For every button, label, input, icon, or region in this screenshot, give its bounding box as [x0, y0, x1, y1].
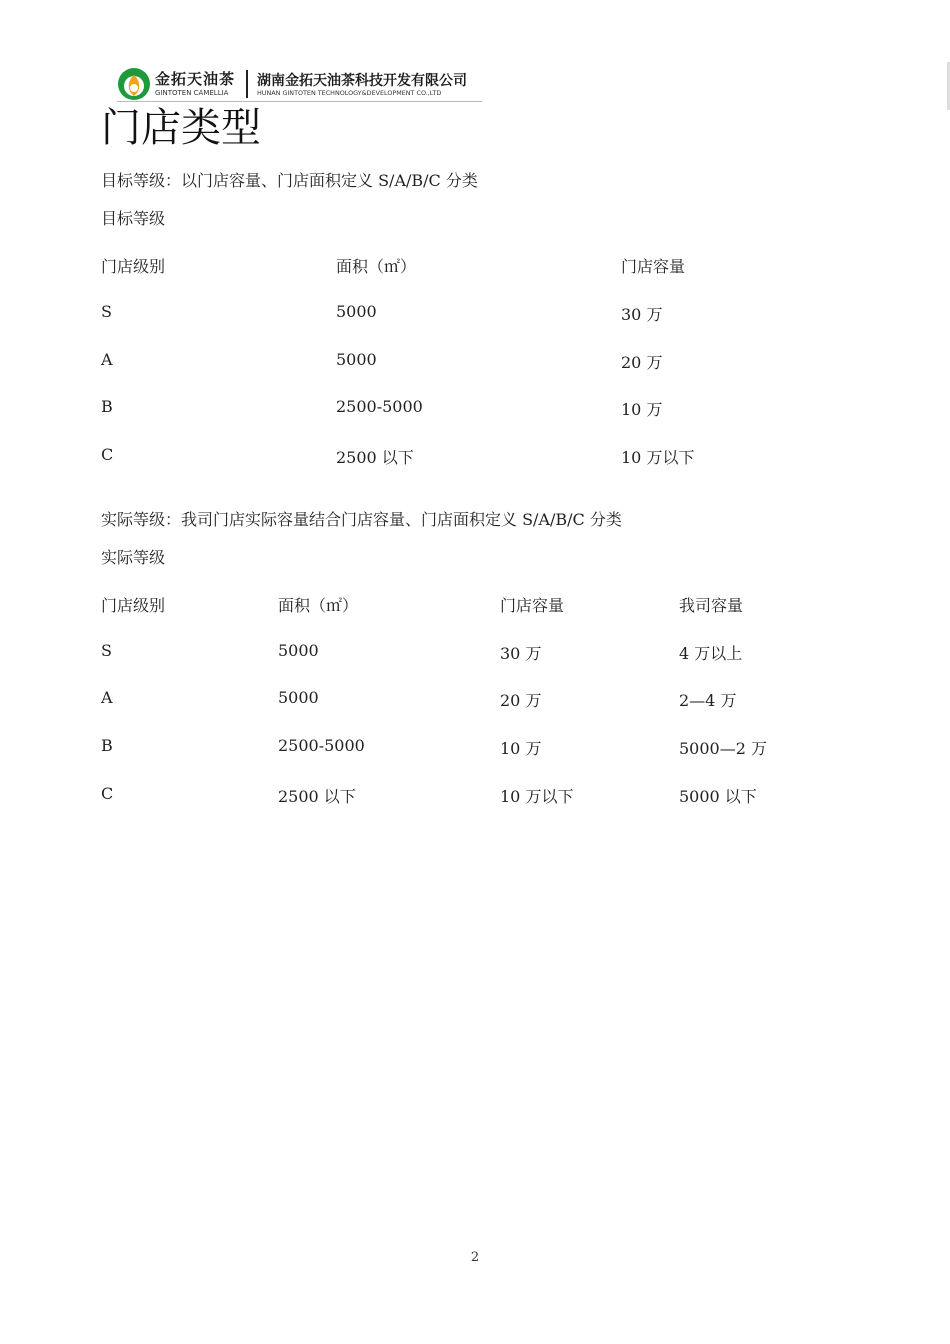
table-cell: 2500 以下 — [278, 787, 356, 806]
table-cell: 10 万 — [500, 739, 542, 758]
table-cell: B — [101, 736, 113, 755]
logo-english-text: GINTOTEN CAMELLIA — [155, 89, 229, 97]
table-cell: 5000 以下 — [679, 787, 757, 806]
table-cell: 5000 — [336, 350, 377, 369]
table-cell: 2—4 万 — [679, 691, 737, 710]
page-number: 2 — [470, 1250, 480, 1265]
table-cell: S — [101, 641, 112, 660]
table-cell: S — [101, 302, 112, 321]
header-cell: 面积（㎡） — [336, 257, 417, 276]
table-cell: 20 万 — [621, 353, 663, 372]
table-cell: 5000 — [336, 302, 377, 321]
table-cell: 2500-5000 — [278, 736, 365, 755]
actual-table-title: 实际等级 — [101, 548, 166, 567]
table-cell: 4 万以上 — [679, 644, 743, 663]
header-cell: 我司容量 — [679, 596, 744, 615]
header-cell: 面积（㎡） — [278, 596, 359, 615]
table-cell: 10 万以下 — [621, 448, 695, 467]
table-cell: 20 万 — [500, 691, 542, 710]
table-cell: 30 万 — [621, 305, 663, 324]
header-cell: 门店级别 — [101, 596, 166, 615]
table-cell: C — [101, 445, 114, 464]
table-cell: 10 万以下 — [500, 787, 574, 806]
actual-description: 实际等级：我司门店实际容量结合门店容量、门店面积定义 S/A/B/C 分类 — [101, 510, 622, 529]
company-name-chinese: 湖南金拓天油茶科技开发有限公司 — [257, 73, 467, 89]
page-title: 门店类型 — [101, 105, 261, 151]
table-cell: 2500-5000 — [336, 397, 423, 416]
table-cell: 5000 — [278, 688, 319, 707]
table-cell: A — [101, 688, 113, 707]
header-cell: 门店容量 — [500, 596, 565, 615]
table-cell: 2500 以下 — [336, 448, 414, 467]
header-cell: 门店级别 — [101, 257, 166, 276]
table-cell: B — [101, 397, 113, 416]
target-table-title: 目标等级 — [101, 209, 166, 228]
logo-chinese-text: 金拓天油茶 — [155, 70, 236, 88]
header-cell: 门店容量 — [621, 257, 686, 276]
table-cell: 5000 — [278, 641, 319, 660]
table-cell: C — [101, 784, 114, 803]
table-cell: 5000—2 万 — [679, 739, 767, 758]
table-cell: 10 万 — [621, 400, 663, 419]
target-description: 目标等级：以门店容量、门店面积定义 S/A/B/C 分类 — [101, 171, 478, 190]
company-name-english: HUNAN GINTOTEN TECHNOLOGY&DEVELOPMENT CO.,LTD — [257, 89, 442, 97]
logo-divider — [246, 70, 248, 98]
table-cell: 30 万 — [500, 644, 542, 663]
table-cell: A — [101, 350, 113, 369]
